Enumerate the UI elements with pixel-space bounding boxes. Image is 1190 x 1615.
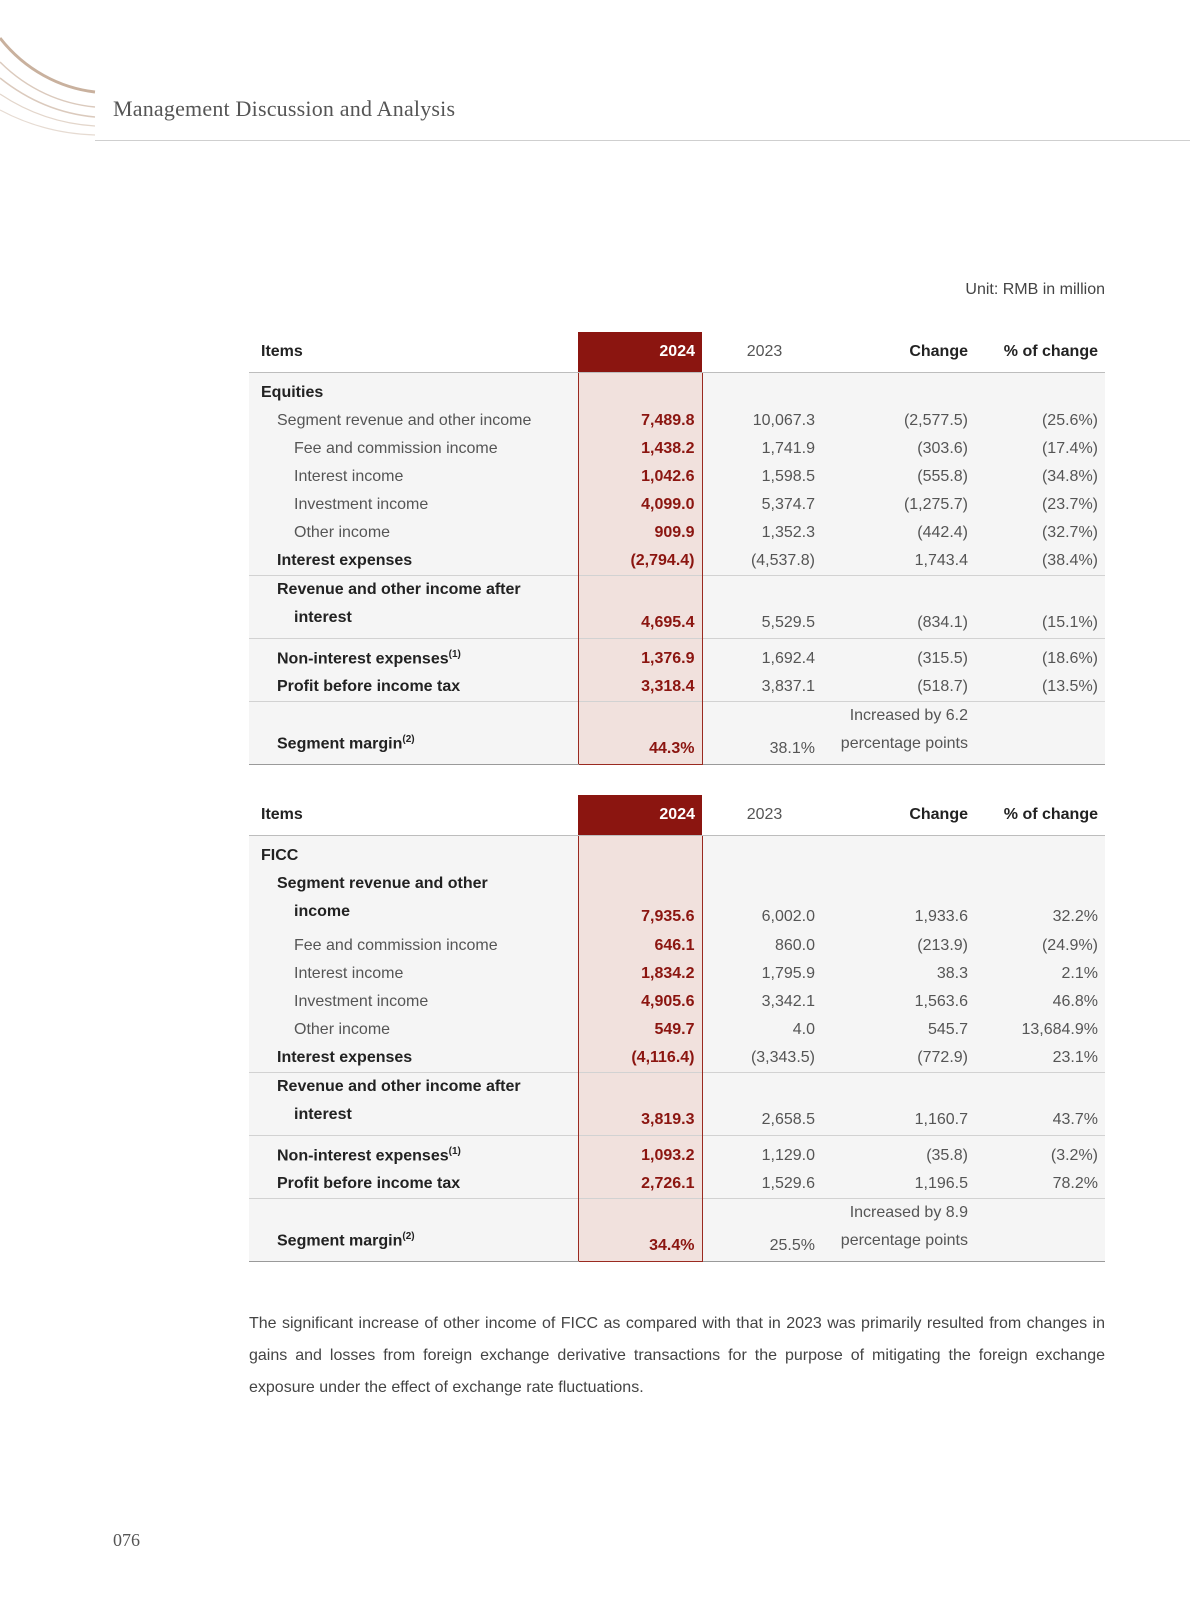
value-2023: 1,529.6 (702, 1170, 822, 1199)
change-line1: Increased by 6.2 (849, 707, 968, 724)
table-row (249, 1044, 1105, 1073)
table-row (249, 576, 1105, 639)
value-2023: 1,692.4 (702, 639, 822, 674)
header-items: Items (249, 332, 578, 373)
table-row (249, 988, 1105, 1016)
row-label: Interest expenses (249, 547, 578, 576)
value-2024: 1,042.6 (578, 463, 702, 491)
section-title: FICC (249, 836, 578, 871)
row-label: Interest expenses (249, 1044, 578, 1073)
value-pct: (3.2%) (975, 1136, 1105, 1171)
row-label: Segment revenue and other income (249, 407, 578, 435)
footnote-ref: (1) (448, 1146, 461, 1158)
value-2024: 646.1 (578, 932, 702, 960)
row-label-line2: interest (294, 609, 352, 626)
value-pct: (23.7%) (975, 491, 1105, 519)
row-label (249, 1199, 578, 1262)
value-2024: 44.3% (578, 702, 702, 765)
value-pct: 43.7% (975, 1073, 1105, 1136)
value-pct: (15.1%) (975, 576, 1105, 639)
row-label: Other income (249, 1016, 578, 1044)
value-change: (1,275.7) (822, 491, 975, 519)
row-label: Fee and commission income (249, 932, 578, 960)
table-row (249, 547, 1105, 576)
page-number: 076 (113, 1530, 140, 1550)
value-pct: (24.9%) (975, 932, 1105, 960)
table-row (249, 1016, 1105, 1044)
table-row (249, 491, 1105, 519)
value-2023: 3,837.1 (702, 673, 822, 702)
page-header-title: Management Discussion and Analysis (113, 96, 456, 121)
row-label (249, 1136, 578, 1171)
header-change: Change (822, 332, 975, 373)
table-row (249, 639, 1105, 674)
value-pct: 32.2% (975, 870, 1105, 932)
value-2024: 4,695.4 (578, 576, 702, 639)
value-2024: 7,935.6 (578, 870, 702, 932)
table-row (249, 870, 1105, 932)
value-2023: 1,741.9 (702, 435, 822, 463)
value-change: (518.7) (822, 673, 975, 702)
row-label-text: Non-interest expenses (277, 1147, 449, 1165)
value-2023: 5,529.5 (702, 576, 822, 639)
value-2023: 38.1% (702, 702, 822, 765)
value-change: 38.3 (822, 960, 975, 988)
value-change: 1,160.7 (822, 1073, 975, 1136)
row-label-text: Non-interest expenses (277, 650, 449, 668)
value-2023: 1,352.3 (702, 519, 822, 547)
value-2024: 1,834.2 (578, 960, 702, 988)
table-row (249, 960, 1105, 988)
row-label-line1: Revenue and other income after (277, 1078, 521, 1095)
row-label (249, 1073, 578, 1136)
value-2023: 2,658.5 (702, 1073, 822, 1136)
row-label: Fee and commission income (249, 435, 578, 463)
row-label-text: Segment margin (277, 1232, 403, 1249)
value-change: (834.1) (822, 576, 975, 639)
change-line1: Increased by 8.9 (849, 1204, 968, 1221)
footnote-ref: (2) (402, 733, 415, 745)
value-pct: 2.1% (975, 960, 1105, 988)
change-line2: percentage points (840, 1232, 968, 1249)
value-2024: 1,438.2 (578, 435, 702, 463)
value-change: 1,743.4 (822, 547, 975, 576)
table-header-row (249, 795, 1105, 836)
value-pct: (38.4%) (975, 547, 1105, 576)
value-change: 545.7 (822, 1016, 975, 1044)
value-change: 1,196.5 (822, 1170, 975, 1199)
row-label-line2: interest (294, 1106, 352, 1123)
value-2023: 3,342.1 (702, 988, 822, 1016)
header-divider (95, 140, 1190, 141)
value-pct: 78.2% (975, 1170, 1105, 1199)
header-change: Change (822, 795, 975, 836)
value-change: (442.4) (822, 519, 975, 547)
row-label (249, 702, 578, 765)
header-pct-change: % of change (975, 332, 1105, 373)
unit-note: Unit: RMB in million (965, 281, 1105, 298)
table-row (249, 673, 1105, 702)
value-2024: 4,905.6 (578, 988, 702, 1016)
value-pct: (34.8%) (975, 463, 1105, 491)
row-label: Investment income (249, 988, 578, 1016)
table-row (249, 435, 1105, 463)
table-row (249, 702, 1105, 765)
header-2023: 2023 (702, 332, 822, 373)
value-pct: 46.8% (975, 988, 1105, 1016)
row-label-text: Segment margin (277, 735, 403, 752)
value-change: (772.9) (822, 1044, 975, 1073)
value-2024: 1,093.2 (578, 1136, 702, 1171)
table-row (249, 1170, 1105, 1199)
value-pct: 13,684.9% (975, 1016, 1105, 1044)
row-label: Other income (249, 519, 578, 547)
value-pct: 23.1% (975, 1044, 1105, 1073)
table-row (249, 932, 1105, 960)
value-pct (975, 702, 1105, 765)
value-change (822, 1199, 975, 1262)
value-change: (555.8) (822, 463, 975, 491)
table-row (249, 407, 1105, 435)
row-label-line1: Segment revenue and other (277, 875, 488, 892)
table-row (249, 1073, 1105, 1136)
value-2023: 25.5% (702, 1199, 822, 1262)
value-2024: 4,099.0 (578, 491, 702, 519)
value-2024: 549.7 (578, 1016, 702, 1044)
value-change: (35.8) (822, 1136, 975, 1171)
value-2024: 3,819.3 (578, 1073, 702, 1136)
value-2023: 4.0 (702, 1016, 822, 1044)
value-change: (2,577.5) (822, 407, 975, 435)
value-2024: 34.4% (578, 1199, 702, 1262)
value-change: (213.9) (822, 932, 975, 960)
value-2024: (2,794.4) (578, 547, 702, 576)
footnote-ref: (2) (402, 1230, 415, 1242)
section-row (249, 836, 1105, 871)
value-pct: (25.6%) (975, 407, 1105, 435)
header-2023: 2023 (702, 795, 822, 836)
value-2023: (4,537.8) (702, 547, 822, 576)
value-2023: 5,374.7 (702, 491, 822, 519)
section-title: Equities (249, 373, 578, 408)
row-label-line1: Revenue and other income after (277, 581, 521, 598)
value-2024: 7,489.8 (578, 407, 702, 435)
value-change: 1,933.6 (822, 870, 975, 932)
header-pct-change: % of change (975, 795, 1105, 836)
value-2024: 2,726.1 (578, 1170, 702, 1199)
table-row (249, 1199, 1105, 1262)
header-2024: 2024 (578, 795, 702, 836)
value-2023: (3,343.5) (702, 1044, 822, 1073)
row-label (249, 639, 578, 674)
value-2024: 1,376.9 (578, 639, 702, 674)
value-2023: 10,067.3 (702, 407, 822, 435)
section-row (249, 373, 1105, 408)
row-label (249, 576, 578, 639)
value-pct (975, 1199, 1105, 1262)
table-row (249, 463, 1105, 491)
table-row (249, 1136, 1105, 1171)
row-label-line2: income (294, 903, 351, 920)
change-line2: percentage points (840, 735, 968, 752)
value-change: (315.5) (822, 639, 975, 674)
value-2023: 1,795.9 (702, 960, 822, 988)
table-row (249, 519, 1105, 547)
value-pct: (18.6%) (975, 639, 1105, 674)
footnote-ref: (1) (448, 649, 461, 661)
row-label: Profit before income tax (249, 1170, 578, 1199)
value-2023: 860.0 (702, 932, 822, 960)
explanatory-paragraph: The significant increase of other income of FICC as compared with that in 2023 was primarily resulted from changes in gains and losses from foreign exchange derivative transactions for the purpose of mitigating the foreign exchange exposure under the effect of exchange rate fluctuations. (249, 1315, 1105, 1396)
row-label: Investment income (249, 491, 578, 519)
row-label: Interest income (249, 960, 578, 988)
equities-table (249, 332, 1105, 765)
value-change: 1,563.6 (822, 988, 975, 1016)
ficc-table (249, 795, 1105, 1262)
decorative-arcs (0, 0, 100, 150)
value-change: (303.6) (822, 435, 975, 463)
value-2024: (4,116.4) (578, 1044, 702, 1073)
value-2023: 1,129.0 (702, 1136, 822, 1171)
value-2023: 1,598.5 (702, 463, 822, 491)
row-label: Profit before income tax (249, 673, 578, 702)
header-2024: 2024 (578, 332, 702, 373)
header-items: Items (249, 795, 578, 836)
row-label: Interest income (249, 463, 578, 491)
row-label (249, 870, 578, 932)
value-2023: 6,002.0 (702, 870, 822, 932)
value-change (822, 702, 975, 765)
value-pct: (32.7%) (975, 519, 1105, 547)
value-2024: 909.9 (578, 519, 702, 547)
value-pct: (13.5%) (975, 673, 1105, 702)
value-pct: (17.4%) (975, 435, 1105, 463)
table-header-row (249, 332, 1105, 373)
value-2024: 3,318.4 (578, 673, 702, 702)
